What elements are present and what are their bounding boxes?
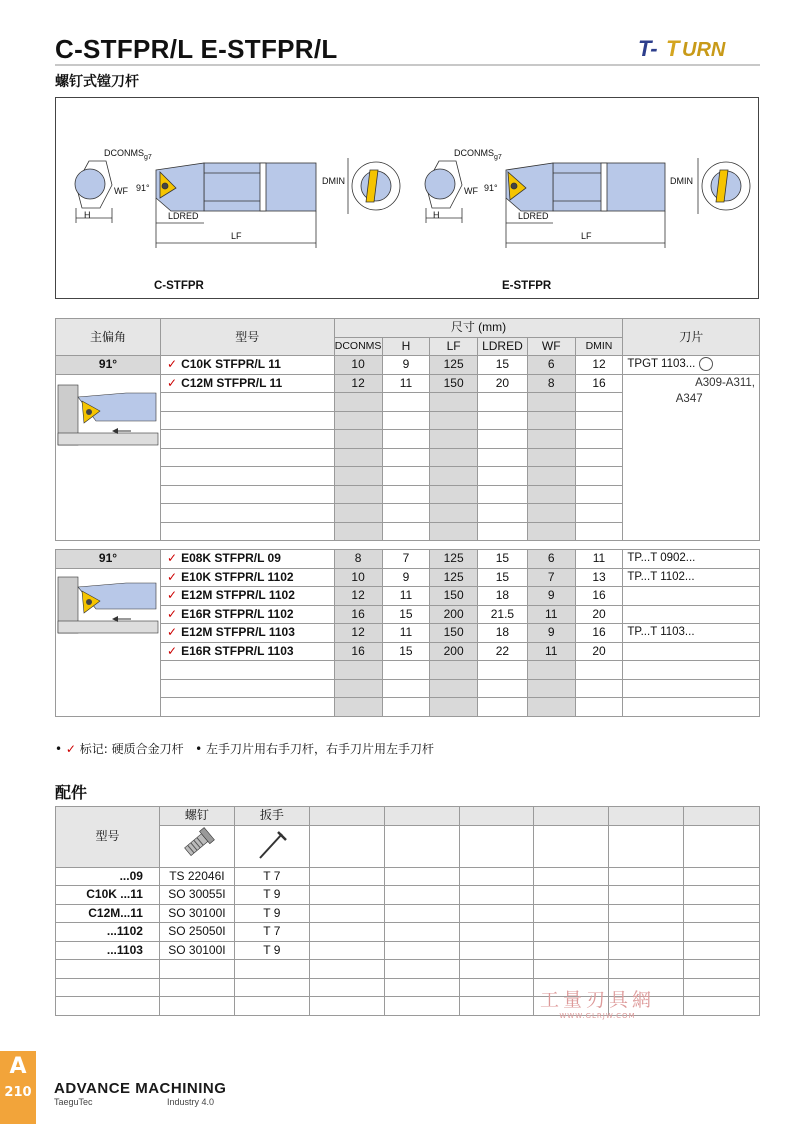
wrench-icon: [252, 826, 292, 862]
e-stfpr-caption: E-STFPR: [502, 280, 552, 292]
model-cell: ✓ E08K STFPR/L 09: [161, 550, 335, 569]
value-cell: 16: [575, 374, 623, 393]
col-wf: WF: [527, 337, 575, 356]
value-cell: 8: [334, 550, 382, 569]
col-ldred: LDRED: [477, 337, 527, 356]
acc-wrench-cell: T 9: [234, 904, 309, 923]
acc-model-cell: ...1103: [56, 941, 160, 960]
value-cell: 20: [575, 642, 623, 661]
insert-cell: TP...T 0902...: [623, 550, 760, 569]
value-cell: 12: [575, 356, 623, 375]
table-header-row: [56, 319, 760, 338]
acc-model-cell: C12M...11: [56, 904, 160, 923]
value-cell: 15: [477, 550, 527, 569]
value-cell: 15: [382, 642, 430, 661]
value-cell: 7: [382, 550, 430, 569]
value-cell: 150: [430, 374, 478, 393]
value-cell: 16: [334, 642, 382, 661]
lf-label-right: LF: [581, 231, 592, 241]
screw-icon-cell: [159, 825, 234, 867]
value-cell: 150: [430, 587, 478, 606]
advance-machining-logo: ADVANCE MACHINING TaeguTec Industry 4.0: [54, 1080, 227, 1107]
boring-bar-icon: [56, 383, 160, 463]
value-cell: 18: [477, 587, 527, 606]
wrench-icon-cell: [234, 825, 309, 867]
model-cell: ✓ E10K STFPR/L 1102: [161, 568, 335, 587]
h-label: H: [84, 210, 91, 220]
value-cell: 9: [382, 356, 430, 375]
watermark: 工量刃具網 WWW.GLRJW.COM: [540, 989, 656, 1020]
value-cell: 18: [477, 624, 527, 643]
acc-screw-header: 螺钉: [159, 807, 234, 826]
table-row: [56, 624, 760, 643]
value-cell: 200: [430, 605, 478, 624]
lf-label: LF: [231, 231, 242, 241]
acc-wrench-cell: T 7: [234, 867, 309, 886]
angle-label: 91°: [136, 183, 150, 193]
table-row: [56, 356, 760, 375]
value-cell: 125: [430, 568, 478, 587]
svg-text:URN: URN: [682, 39, 726, 61]
model-cell: ✓ E16R STFPR/L 1103: [161, 642, 335, 661]
insert-ref-cell: [623, 374, 760, 541]
value-cell: 150: [430, 624, 478, 643]
value-cell: 20: [575, 605, 623, 624]
value-cell: 10: [334, 568, 382, 587]
value-cell: 12: [334, 624, 382, 643]
angle-label-right: 91°: [484, 183, 498, 193]
insert-cell: [623, 605, 760, 624]
value-cell: 6: [527, 550, 575, 569]
value-cell: 6: [527, 356, 575, 375]
magnifier-icon: [699, 357, 713, 371]
value-cell: 8: [527, 374, 575, 393]
model-cell: ✓ E16R STFPR/L 1102: [161, 605, 335, 624]
tool-drawing: [56, 98, 760, 300]
boring-bar-icon-2: [56, 575, 160, 645]
tool-diagram: [55, 97, 759, 299]
insert-ref-pages-2[interactable]: A347: [675, 392, 703, 405]
value-cell: 20: [477, 374, 527, 393]
model-cell: ✓ E12M STFPR/L 1103: [161, 624, 335, 643]
insert-ref-pages[interactable]: A309-A311,: [695, 376, 755, 389]
table-row: [56, 941, 760, 960]
value-cell: 7: [527, 568, 575, 587]
acc-model-header: 型号: [56, 807, 160, 868]
angle-cell: 91°: [56, 356, 161, 375]
h-label-right: H: [433, 210, 440, 220]
insert-cell: TPGT 1103...: [623, 356, 760, 375]
value-cell: 11: [527, 642, 575, 661]
value-cell: 9: [527, 587, 575, 606]
acc-screw-cell: SO 30100I: [159, 904, 234, 923]
tool-spec-table: [55, 318, 760, 717]
col-dims-header: 尺寸 (mm): [334, 319, 623, 338]
acc-wrench-header: 扳手: [234, 807, 309, 826]
value-cell: 125: [430, 356, 478, 375]
table-row: [56, 904, 760, 923]
group1-illustration-cell: [56, 374, 161, 541]
t-turn-logo: [636, 34, 762, 62]
insert-cell: TP...T 1102...: [623, 568, 760, 587]
insert-cell: [623, 642, 760, 661]
acc-header-row: [56, 807, 760, 826]
c-stfpr-caption: C-STFPR: [154, 280, 204, 292]
value-cell: 11: [382, 587, 430, 606]
dconms-label: $DCONMS_{g7}$: [104, 148, 152, 161]
dmin-label-right: DMIN: [670, 176, 693, 186]
value-cell: 15: [477, 568, 527, 587]
value-cell: 15: [382, 605, 430, 624]
value-cell: 9: [527, 624, 575, 643]
acc-wrench-cell: T 7: [234, 923, 309, 942]
value-cell: 200: [430, 642, 478, 661]
table-row: [56, 923, 760, 942]
footnote: • ✓ 标记: 硬质合金刀杆 • 左手刀片用右手刀杆，右手刀片用左手刀杆: [55, 742, 435, 756]
ldred-label-right: LDRED: [518, 211, 549, 221]
section-letter: A: [9, 1054, 27, 1079]
value-cell: 11: [527, 605, 575, 624]
col-angle-header: 主偏角: [56, 319, 161, 356]
col-dconms: DCONMS: [334, 337, 382, 356]
table-row: [56, 867, 760, 886]
acc-wrench-cell: T 9: [234, 886, 309, 905]
table-row: [56, 550, 760, 569]
dmin-label: DMIN: [322, 176, 345, 186]
group2-illustration-cell: [56, 568, 161, 716]
col-model-header: 型号: [161, 319, 335, 356]
acc-screw-cell: SO 25050I: [159, 923, 234, 942]
acc-model-cell: C10K ...11: [56, 886, 160, 905]
table-row: [56, 886, 760, 905]
acc-screw-cell: TS 22046I: [159, 867, 234, 886]
value-cell: 10: [334, 356, 382, 375]
wf-label-right: WF: [464, 186, 478, 196]
acc-model-cell: ...09: [56, 867, 160, 886]
page-title: C-STFPR/L E-STFPR/L: [55, 34, 338, 64]
col-h: H: [382, 337, 430, 356]
col-insert-header: 刀片: [623, 319, 760, 356]
acc-model-cell: ...1102: [56, 923, 160, 942]
wf-label: WF: [114, 186, 128, 196]
dconms-label-right: $DCONMS_{g7}$: [454, 148, 502, 161]
value-cell: 16: [575, 624, 623, 643]
title-rule: [55, 64, 760, 66]
page-subtitle: 螺钉式镗刀杆: [55, 74, 139, 90]
acc-wrench-cell: T 9: [234, 941, 309, 960]
svg-text:T-: T-: [638, 36, 658, 61]
value-cell: 16: [575, 587, 623, 606]
value-cell: 16: [334, 605, 382, 624]
acc-icon-row: [56, 825, 760, 867]
value-cell: 13: [575, 568, 623, 587]
value-cell: 15: [477, 356, 527, 375]
value-cell: 11: [575, 550, 623, 569]
screw-icon: [177, 826, 217, 862]
value-cell: 11: [382, 374, 430, 393]
value-cell: 21.5: [477, 605, 527, 624]
acc-screw-cell: SO 30100I: [159, 941, 234, 960]
svg-text:T: T: [666, 36, 680, 61]
ldred-label: LDRED: [168, 211, 199, 221]
col-lf: LF: [430, 337, 478, 356]
acc-screw-cell: SO 30055I: [159, 886, 234, 905]
insert-cell: TP...T 1103...: [623, 624, 760, 643]
table-row: [56, 568, 760, 587]
value-cell: 12: [334, 374, 382, 393]
page-number: 210: [4, 1085, 32, 1100]
table-row: [56, 374, 760, 393]
col-dmin: DMIN: [575, 337, 623, 356]
table-row: [56, 587, 760, 606]
value-cell: 22: [477, 642, 527, 661]
accessories-title: 配件: [55, 783, 88, 802]
table-row: [56, 605, 760, 624]
insert-cell: [623, 587, 760, 606]
model-cell: ✓ E12M STFPR/L 1102: [161, 587, 335, 606]
value-cell: 9: [382, 568, 430, 587]
table-row: [56, 642, 760, 661]
value-cell: 12: [334, 587, 382, 606]
angle-cell: 91°: [56, 550, 161, 569]
model-cell: ✓ C12M STFPR/L 11: [161, 374, 335, 393]
model-cell: ✓ C10K STFPR/L 11: [161, 356, 335, 375]
value-cell: 11: [382, 624, 430, 643]
value-cell: 125: [430, 550, 478, 569]
